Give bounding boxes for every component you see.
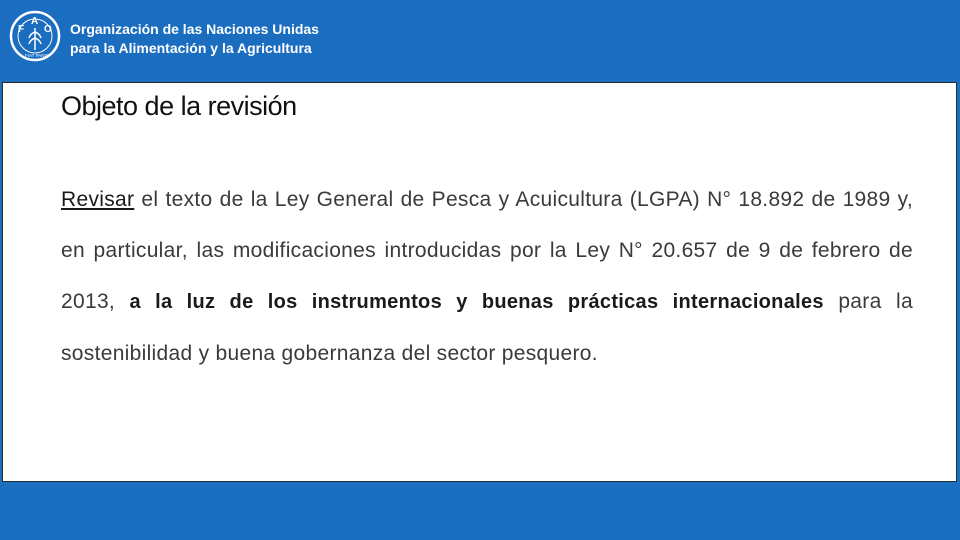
fao-logo-icon (9, 10, 61, 62)
paragraph-part2: para la sostenibilidad y buena gobernanza del sector pesquero. (61, 290, 913, 365)
org-name-line1: Organización de las Naciones Unidas (70, 21, 319, 37)
underlined-verb: Revisar (61, 188, 135, 211)
content-panel (2, 82, 957, 482)
footer-bar (0, 483, 960, 540)
bold-phrase: a la luz de los instrumentos y buenas prácticas internacionales (129, 291, 824, 313)
svg-text:O: O (44, 24, 52, 35)
slide-title: Objeto de la revisión (61, 91, 297, 121)
svg-text:FIAT PANIS: FIAT PANIS (25, 53, 49, 58)
paragraph-part1: el texto de la Ley General de Pesca y Acuicultura (LGPA) N° 18.892 de 1989 y, en particular, las modificaciones introducidas por la Ley N° 20.657 de 9 de febrero de 2013, (61, 188, 913, 313)
svg-text:A: A (31, 16, 39, 27)
svg-text:F: F (18, 24, 25, 35)
org-name-line2: para la Alimentación y la Agricultura (70, 40, 312, 56)
organization-name (70, 20, 319, 58)
slide-paragraph (61, 174, 913, 379)
header-bar (0, 0, 960, 80)
